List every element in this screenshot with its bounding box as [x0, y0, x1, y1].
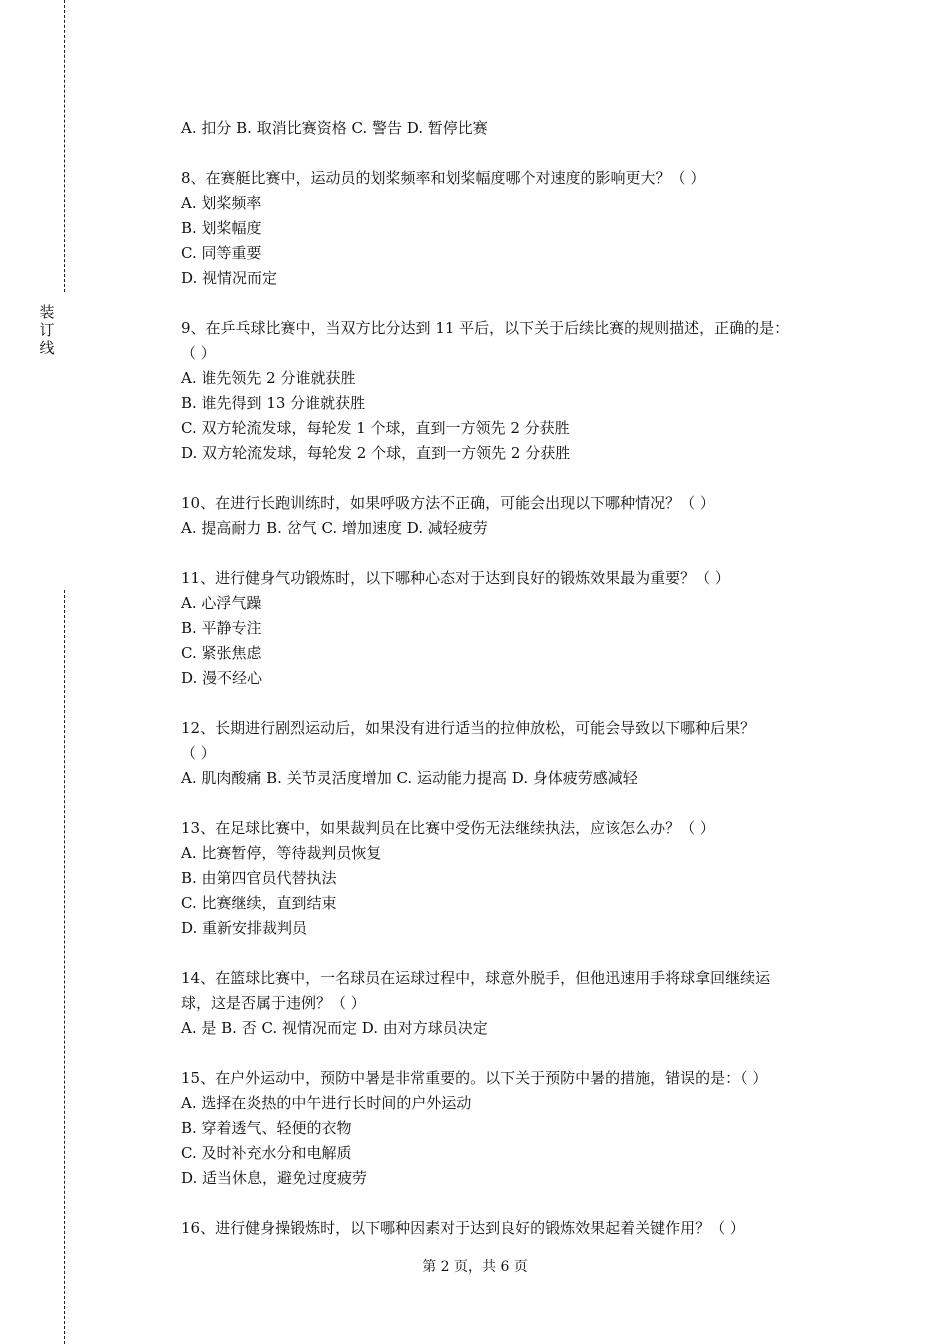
- text-line: A. 谁先领先 2 分谁就获胜: [181, 369, 356, 387]
- blank-line: [181, 1191, 851, 1216]
- text-line: B. 谁先得到 13 分谁就获胜: [181, 394, 366, 412]
- text-line: A. 比赛暂停，等待裁判员恢复: [181, 844, 382, 862]
- text-line: D. 漫不经心: [181, 669, 263, 687]
- text-line: 9、在乒乓球比赛中，当双方比分达到 11 平后，以下关于后续比赛的规则描述，正确的是：: [181, 319, 790, 337]
- blank-line: [181, 791, 851, 816]
- blank-line: [181, 291, 851, 316]
- text-line: C. 紧张焦虑: [181, 644, 262, 662]
- text-line: B. 平静专注: [181, 619, 262, 637]
- text-line: D. 视情况而定: [181, 269, 278, 287]
- text-line: 12、长期进行剧烈运动后，如果没有进行适当的拉伸放松，可能会导致以下哪种后果？: [181, 719, 756, 737]
- binding-char: 装: [39, 303, 55, 321]
- text-line: 10、在进行长跑训练时，如果呼吸方法不正确，可能会出现以下哪种情况？（ ）: [181, 494, 715, 512]
- text-line: A. 划桨频率: [181, 194, 262, 212]
- text-line: D. 重新安排裁判员: [181, 919, 308, 937]
- binding-char: 订: [39, 321, 55, 339]
- text-line: 14、在篮球比赛中，一名球员在运球过程中，球意外脱手，但他迅速用手将球拿回继续运: [181, 969, 771, 987]
- text-line: C. 同等重要: [181, 244, 262, 262]
- text-line: C. 双方轮流发球，每轮发 1 个球，直到一方领先 2 分获胜: [181, 419, 570, 437]
- text-line: A. 扣分 B. 取消比赛资格 C. 警告 D. 暂停比赛: [181, 119, 488, 137]
- question-content: [181, 116, 851, 1241]
- blank-line: [181, 466, 851, 491]
- binding-dashed-line-top: [64, 0, 65, 292]
- text-line: 13、在足球比赛中，如果裁判员在比赛中受伤无法继续执法，应该怎么办？（ ）: [181, 819, 715, 837]
- blank-line: [181, 141, 851, 166]
- binding-label: [38, 303, 56, 357]
- text-line: B. 由第四官员代替执法: [181, 869, 337, 887]
- text-line: B. 穿着透气、轻便的衣物: [181, 1119, 352, 1137]
- text-line: 球，这是否属于违例？（ ）: [181, 994, 366, 1012]
- text-line: A. 心浮气躁: [181, 594, 262, 612]
- page-footer: 第 2 页，共 6 页: [422, 1259, 528, 1275]
- text-line: （ ）: [181, 344, 216, 362]
- blank-line: [181, 541, 851, 566]
- blank-line: [181, 941, 851, 966]
- text-line: B. 划桨幅度: [181, 219, 262, 237]
- text-line: D. 适当休息，避免过度疲劳: [181, 1169, 368, 1187]
- blank-line: [181, 691, 851, 716]
- text-line: 15、在户外运动中，预防中暑是非常重要的。以下关于预防中暑的措施，错误的是：（ ）: [181, 1069, 768, 1087]
- blank-line: [181, 1041, 851, 1066]
- text-line: A. 选择在炎热的中午进行长时间的户外运动: [181, 1094, 472, 1112]
- text-line: 8、在赛艇比赛中，运动员的划桨频率和划桨幅度哪个对速度的影响更大？（ ）: [181, 169, 706, 187]
- binding-dashed-line-bottom: [64, 590, 65, 1344]
- text-line: （ ）: [181, 744, 216, 762]
- text-line: A. 提高耐力 B. 岔气 C. 增加速度 D. 减轻疲劳: [181, 519, 488, 537]
- text-line: A. 是 B. 否 C. 视情况而定 D. 由对方球员决定: [181, 1019, 488, 1037]
- text-line: C. 及时补充水分和电解质: [181, 1144, 352, 1162]
- text-line: 16、进行健身操锻炼时，以下哪种因素对于达到良好的锻炼效果起着关键作用？（ ）: [181, 1219, 745, 1237]
- text-line: D. 双方轮流发球，每轮发 2 个球，直到一方领先 2 分获胜: [181, 444, 571, 462]
- binding-char: 线: [39, 339, 55, 357]
- text-line: C. 比赛继续，直到结束: [181, 894, 337, 912]
- text-line: 11、进行健身气功锻炼时，以下哪种心态对于达到良好的锻炼效果最为重要？（ ）: [181, 569, 730, 587]
- text-line: A. 肌肉酸痛 B. 关节灵活度增加 C. 运动能力提高 D. 身体疲劳感减轻: [181, 769, 638, 787]
